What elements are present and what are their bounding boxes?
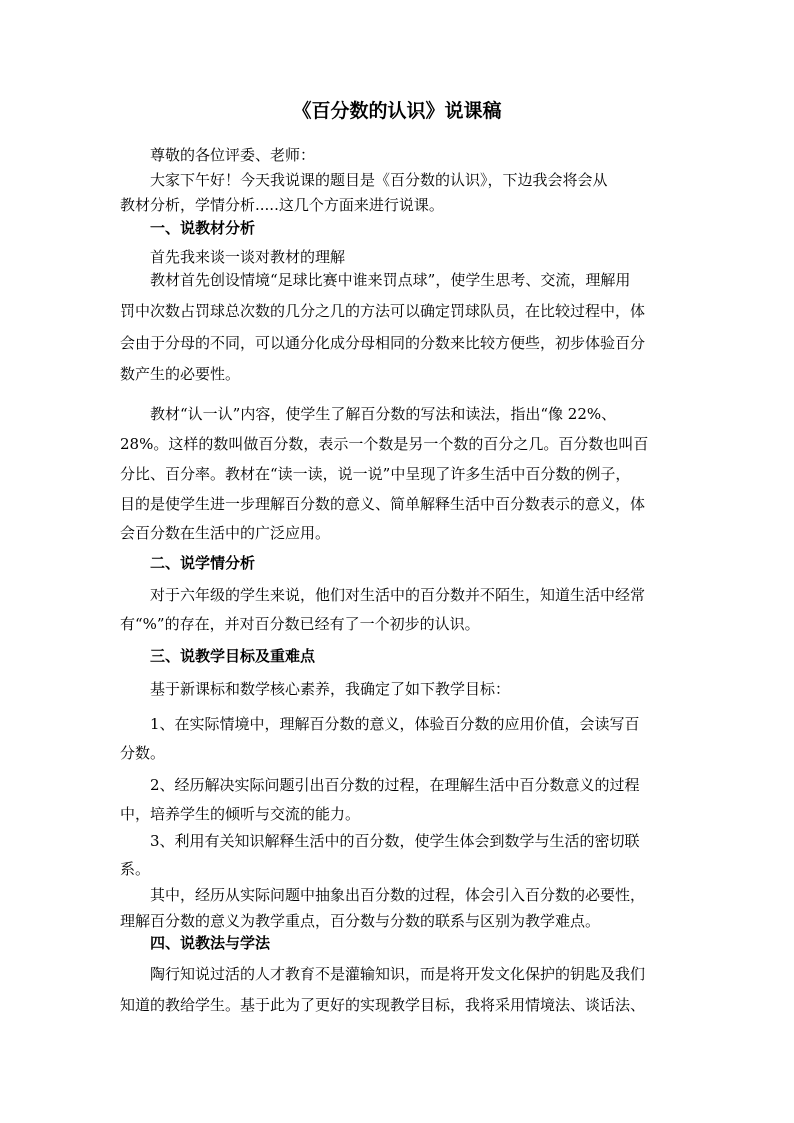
text-line: 首先我来谈一谈对教材的理解	[150, 248, 346, 266]
text-line: 2、经历解决实际问题引出百分数的过程，在理解生活中百分数意义的过程	[150, 776, 640, 794]
text-line: 大家下午好！今天我说课的题目是《百分数的认识》，下边我会将会从	[150, 171, 608, 189]
text-line: 对于六年级的学生来说，他们对生活中的百分数并不陌生，知道生活中经常	[150, 586, 646, 604]
text-line: 分数。	[120, 744, 166, 762]
text-line: 基于新课标和数学核心素养，我确定了如下教学目标：	[150, 680, 511, 698]
text-line: 数产生的必要性。	[120, 365, 241, 383]
text-line: 教材首先创设情境“足球比赛中谁来罚点球”，使学生思考、交流，理解用	[150, 271, 631, 289]
text-line: 其中，经历从实际问题中抽象出百分数的过程，体会引入百分数的必要性，	[150, 886, 646, 904]
text-line: 陶行知说过活的人才教育不是灌输知识，而是将开发文化保护的钥匙及我们	[150, 965, 646, 983]
text-line: 会由于分母的不同，可以通分化成分母相同的分数来比较方便些，初步体验百分	[120, 334, 646, 352]
text-line: 会百分数在生活中的广泛应用。	[120, 524, 331, 542]
text-line: 分比、百分率。教材在“读一读，说一说”中呈现了许多生活中百分数的例子，	[120, 465, 631, 483]
text-line: 罚中次数占罚球总次数的几分之几的方法可以确定罚球队员，在比较过程中，体	[120, 302, 646, 320]
document-title: 《百分数的认识》说课稿	[292, 100, 502, 122]
text-line: 3、利用有关知识解释生活中的百分数，使学生体会到数学与生活的密切联	[150, 832, 640, 850]
section-heading: 二、说学情分析	[150, 554, 256, 572]
text-line: 有“%”的存在，并对百分数已经有了一个初步的认识。	[120, 615, 480, 633]
text-line: 目的是使学生进一步理解百分数的意义、简单解释生活中百分数表示的意义，体	[120, 495, 646, 513]
text-line: 系。	[120, 860, 151, 878]
text-line: 中，培养学生的倾听与交流的能力。	[120, 805, 361, 823]
text-line: 1、在实际情境中，理解百分数的意义，体验百分数的应用价值，会读写百	[150, 715, 640, 733]
text-line: 教材分析，学情分析.....这几个方面来进行说课。	[120, 196, 444, 214]
text-line: 知道的教给学生。基于此为了更好的实现教学目标，我将采用情境法、谈话法、	[120, 996, 646, 1014]
section-heading: 一、说教材分析	[150, 219, 256, 237]
text-line: 尊敬的各位评委、老师：	[150, 146, 316, 164]
text-line: 理解百分数的意义为教学重点，百分数与分数的联系与区别为教学难点。	[120, 912, 601, 930]
section-heading: 四、说教法与学法	[150, 934, 271, 952]
text-line: 28%。这样的数叫做百分数，表示一个数是另一个数的百分之几。百分数也叫百	[120, 435, 649, 453]
text-line: 教材“认一认”内容，使学生了解百分数的写法和读法，指出“像 22%、	[150, 405, 617, 423]
section-heading: 三、说教学目标及重难点	[150, 647, 316, 665]
